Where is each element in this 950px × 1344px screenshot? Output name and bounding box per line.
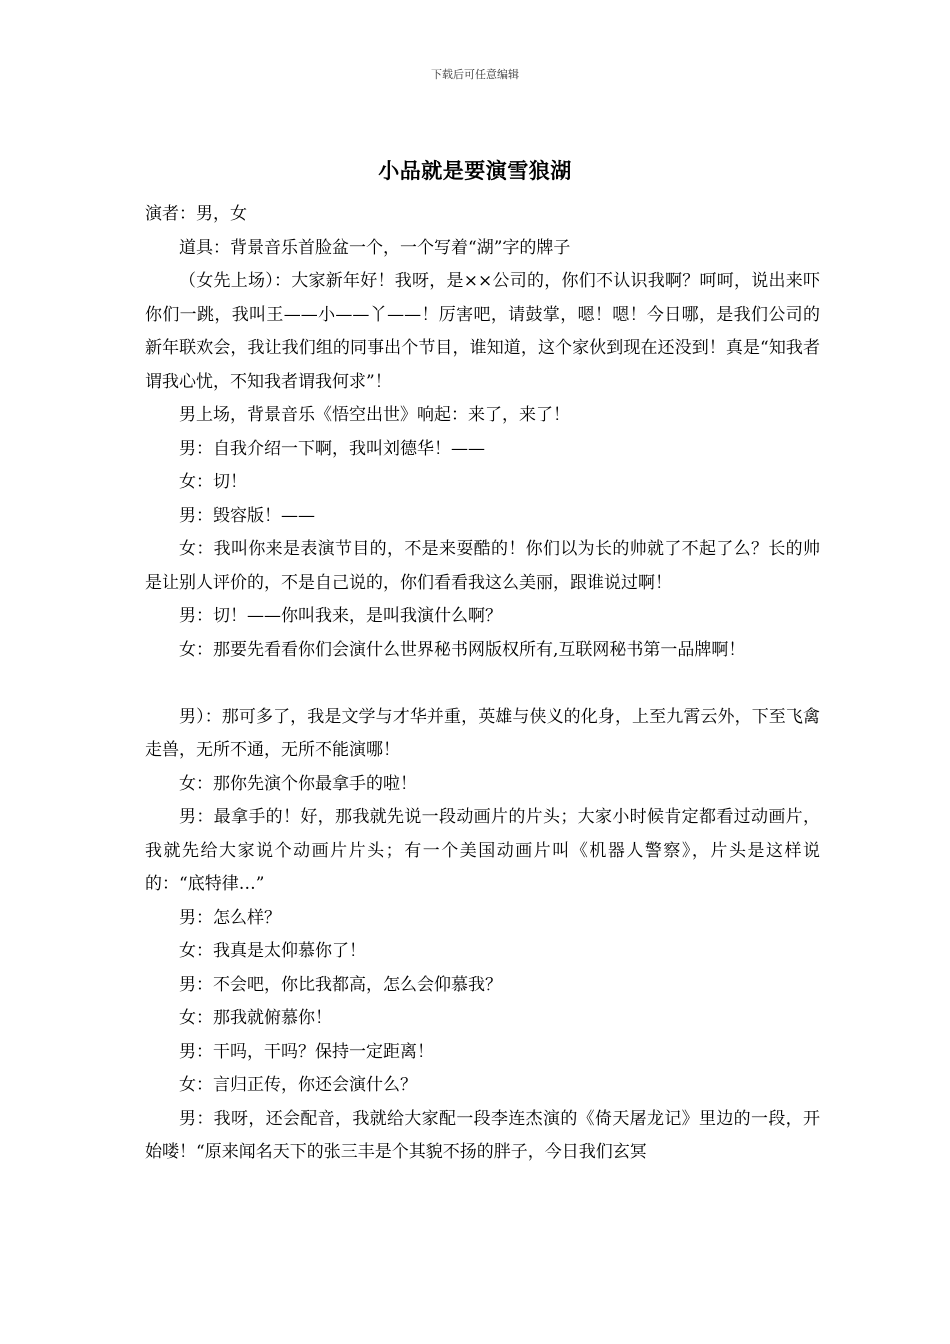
paragraph: 男：切！——你叫我来，是叫我演什么啊？ <box>179 606 502 626</box>
paragraph: 男：毁容版！—— <box>179 505 315 526</box>
paragraph: 男：最拿手的！好，那我就先说一段动画片的片头；大家小时候肯定都看过动画片，我就先给大家说个动画片片头；有一个美国动画片叫《机器人警察》，片头是这样说的：“底特律…” <box>145 807 820 894</box>
paragraph: 男：怎么样？ <box>179 907 281 928</box>
paragraph: 女：切！ <box>179 472 247 492</box>
paragraph: 女：我真是太仰慕你了！ <box>179 941 366 961</box>
paragraph: 男：自我介绍一下啊，我叫刘德华！—— <box>179 438 485 459</box>
paragraph: 女：那要先看看你们会演什么世界秘书网版权所有,互联网秘书第一品牌啊！ <box>179 639 746 660</box>
blank-line <box>145 667 820 701</box>
paragraph: 女：我叫你来是表演节目的，不是来耍酷的！你们以为长的帅就了不起了么？长的帅是让别人评价的，不是自己说的，你们看看我这么美丽，跟谁说过啊！ <box>145 539 820 593</box>
paragraph: 女：那我就俯慕你！ <box>179 1008 332 1028</box>
paragraph: 男：不会吧，你比我都高，怎么会仰慕我？ <box>179 974 502 995</box>
paragraph: 男：干吗，干吗？保持一定距离！ <box>179 1041 434 1062</box>
paragraph: 男）：那可多了，我是文学与才华并重，英雄与侠义的化身，上至九霄云外，下至飞禽走兽，无所不通，无所不能演哪！ <box>145 706 820 760</box>
paragraph: 男上场，背景音乐《悟空出世》响起：来了，来了！ <box>179 405 570 425</box>
paragraph: （女先上场）：大家新年好！我呀，是××公司的，你们不认识我啊？呵呵，说出来吓你们一跳，我叫王——小——丫——！厉害吧，请鼓掌，嗯！嗯！今日哪，是我们公司的新年联欢会，我让我们组的同事出个节目，谁知道，这个家伙到现在还没到！真是“知我者谓我心忧，不知我者谓我何求”！ <box>145 271 820 392</box>
paragraph-props: 道具：背景音乐首脸盆一个，一个写着“湖”字的牌子 <box>179 237 571 258</box>
document-title: 小品就是要演雪狼湖 <box>378 158 572 183</box>
document-body <box>145 198 820 1170</box>
paragraph-cast: 演者：男，女 <box>145 204 247 224</box>
paragraph: 男：我呀，还会配音，我就给大家配一段李连杰演的《倚天屠龙记》里边的一段，开始喽！“原来闻名天下的张三丰是个其貌不扬的胖子，今日我们玄冥 <box>145 1108 820 1162</box>
paragraph: 女：言归正传，你还会演什么？ <box>179 1075 417 1095</box>
paragraph: 女：那你先演个你最拿手的啦！ <box>179 773 417 794</box>
header-note: 下载后可任意编辑 <box>431 68 519 81</box>
